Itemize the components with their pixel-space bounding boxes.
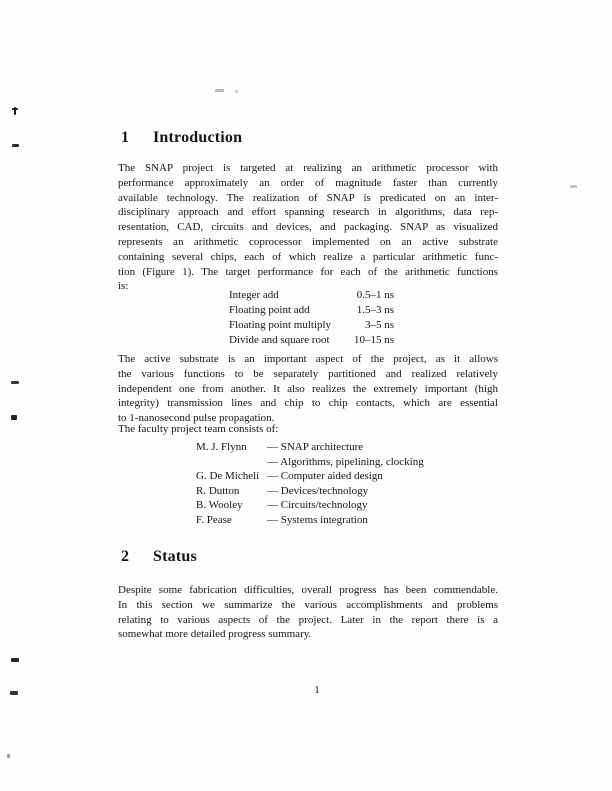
performance-row bbox=[229, 288, 394, 303]
faculty-name: B. Wooley bbox=[196, 499, 243, 512]
text-line: The SNAP project is targeted at realizing an arithmetic processor with bbox=[118, 162, 498, 174]
ink-mark bbox=[11, 381, 19, 384]
performance-row bbox=[229, 303, 394, 318]
section-number: 1 bbox=[121, 129, 130, 146]
faculty-row bbox=[196, 469, 424, 484]
operation-label: Integer add bbox=[229, 289, 279, 301]
faculty-name: F. Pease bbox=[196, 513, 232, 526]
faculty-role: — Devices/technology bbox=[267, 484, 369, 497]
faculty-row bbox=[196, 513, 424, 528]
faculty-role: — SNAP architecture bbox=[267, 441, 364, 453]
section-2-heading bbox=[121, 548, 197, 565]
status-paragraph-1 bbox=[118, 583, 498, 642]
faculty-name: M. J. Flynn bbox=[196, 441, 247, 453]
faculty-list bbox=[196, 440, 424, 528]
page-number: 1 bbox=[314, 684, 320, 696]
faculty-name bbox=[196, 455, 267, 470]
faculty-role: — Computer aided design bbox=[267, 470, 383, 483]
ink-mark bbox=[11, 415, 17, 420]
text-line: Despite some fabrication difficulties, overall progress has been commendable. bbox=[118, 584, 498, 596]
text-line: independent one from another. It also realizes the extremely important (high bbox=[118, 382, 498, 395]
text-line: tion (Figure 1). The target performance for each of the arithmetic functions bbox=[118, 265, 498, 278]
operation-timing: 10–15 ns bbox=[353, 334, 394, 346]
text-line: performance approximately an order of magnitude faster than currently bbox=[118, 176, 498, 189]
ink-mark bbox=[12, 144, 19, 147]
text-line: disciplinary approach and effort spanning research in algorithms, data rep- bbox=[118, 206, 498, 219]
smudge-mark bbox=[215, 89, 224, 92]
text-line: the various functions to be separately partitioned and realized relatively bbox=[118, 367, 498, 380]
faculty-row bbox=[196, 455, 424, 470]
intro-paragraph-1 bbox=[118, 161, 498, 294]
operation-timing: 0.5–1 ns bbox=[356, 289, 394, 301]
text-line: integrity) transmission lines and chip to chip contacts, which are essential bbox=[118, 397, 498, 410]
text-line: to 1-nanosecond pulse propagation. bbox=[118, 412, 275, 425]
faculty-role: — Systems integration bbox=[267, 513, 368, 526]
faculty-lead-line: The faculty project team consists of: bbox=[118, 423, 279, 435]
section-title: Status bbox=[153, 548, 197, 565]
text-line: containing several chips, each of which realize a particular arithmetic func- bbox=[118, 250, 498, 263]
faculty-name: R. Dutton bbox=[196, 484, 240, 497]
smudge-mark bbox=[235, 90, 238, 93]
text-line: somewhat more detailed progress summary. bbox=[118, 628, 312, 641]
section-number: 2 bbox=[121, 548, 130, 565]
section-title: Introduction bbox=[153, 129, 243, 146]
operation-label: Floating point multiply bbox=[229, 319, 332, 331]
performance-table bbox=[229, 288, 394, 348]
performance-row bbox=[229, 318, 394, 333]
ink-mark bbox=[11, 658, 19, 662]
faculty-row bbox=[196, 440, 424, 455]
ink-mark bbox=[12, 108, 18, 110]
operation-label: Divide and square root bbox=[229, 334, 330, 346]
operation-timing: 1.5–3 ns bbox=[356, 304, 394, 316]
operation-label: Floating point add bbox=[229, 304, 310, 316]
faculty-role: — Circuits/technology bbox=[267, 499, 368, 512]
faculty-row bbox=[196, 498, 424, 513]
operation-timing: 3–5 ns bbox=[364, 319, 394, 331]
text-line: The active substrate is an important aspect of the project, as it allows bbox=[118, 353, 498, 365]
faculty-row bbox=[196, 484, 424, 499]
smudge-mark bbox=[570, 185, 577, 188]
text-line: resentation, CAD, circuits and devices, and packaging. SNAP as visualized bbox=[118, 221, 498, 234]
text-line: In this section we summarize the various accomplishments and problems bbox=[118, 598, 498, 611]
ink-mark bbox=[7, 754, 10, 758]
text-line: relating to various aspects of the project. Later in the report there is a bbox=[118, 613, 498, 626]
performance-row bbox=[229, 333, 394, 348]
ink-mark bbox=[10, 691, 18, 695]
text-line: is: bbox=[118, 280, 129, 293]
intro-paragraph-2 bbox=[118, 352, 498, 426]
section-1-heading bbox=[121, 129, 242, 146]
text-line: represents an arithmetic coprocessor implemented on an active substrate bbox=[118, 235, 498, 248]
faculty-name: G. De Micheli bbox=[196, 470, 260, 483]
faculty-role: — Algorithms, pipelining, clocking bbox=[267, 455, 424, 468]
text-line: available technology. The realization of SNAP is predicated on an inter- bbox=[118, 191, 498, 204]
